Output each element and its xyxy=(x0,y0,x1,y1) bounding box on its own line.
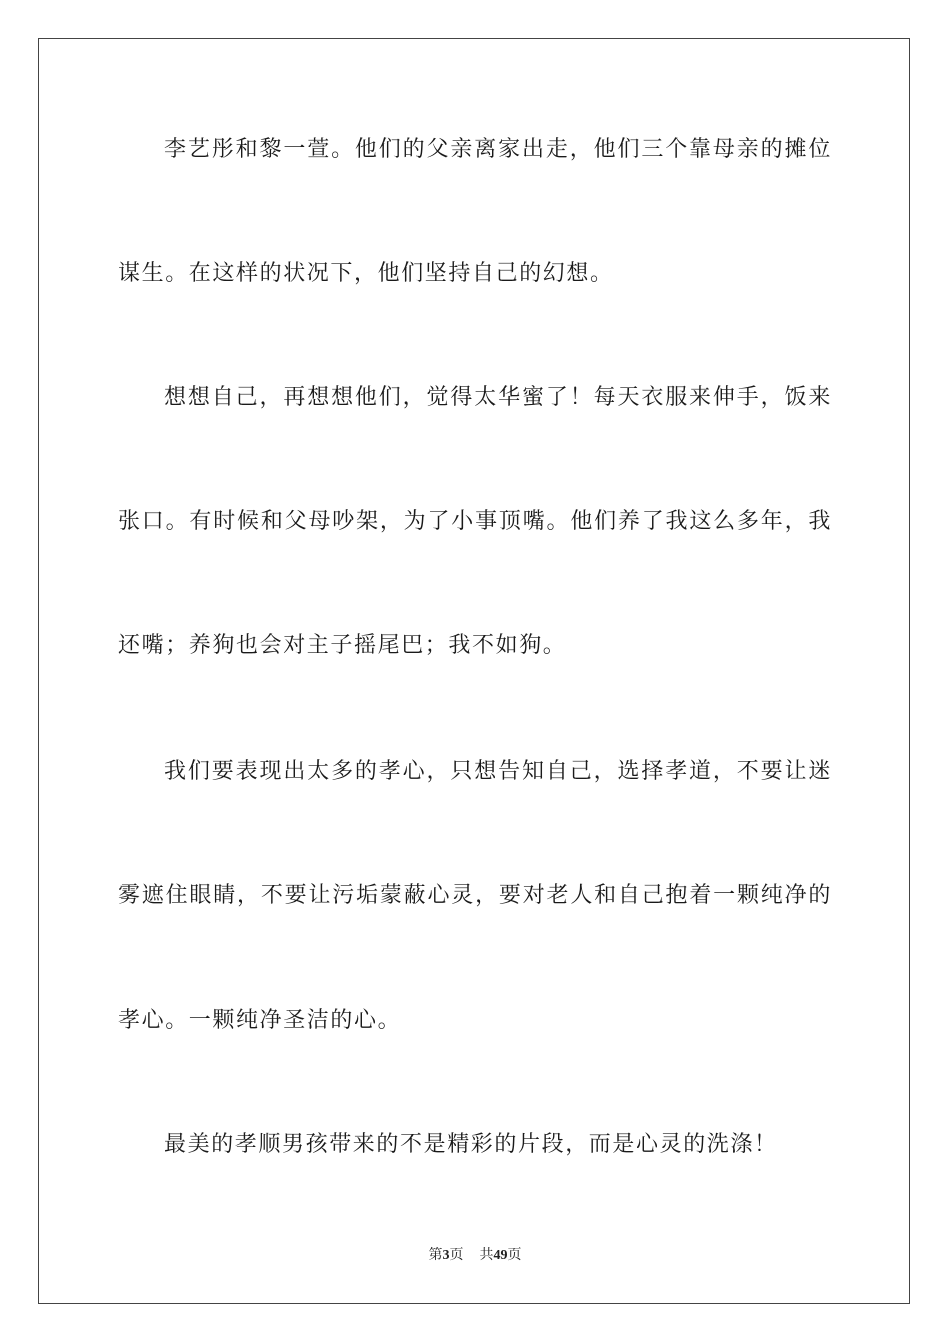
page-prefix: 第 xyxy=(428,1248,443,1263)
paragraph-line: 李艺彤和黎一萱。他们的父亲离家出走，他们三个靠母亲的摊位 xyxy=(164,137,832,162)
paragraph-line: 我们要表现出太多的孝心，只想告知自己，选择孝道，不要让迷 xyxy=(164,759,832,784)
paragraph-line: 张口。有时候和父母吵架，为了小事顶嘴。他们养了我这么多年，我 xyxy=(118,509,832,534)
paragraph-line: 想想自己，再想想他们，觉得太华蜜了！每天衣服来伸手，饭来 xyxy=(164,385,832,410)
page-border xyxy=(38,38,910,1304)
paragraph-line: 雾遮住眼睛，不要让污垢蒙蔽心灵，要对老人和自己抱着一颗纯净的 xyxy=(118,883,832,908)
paragraph-line: 孝心。一颗纯净圣洁的心。 xyxy=(118,1008,402,1033)
total-prefix: 共 xyxy=(479,1248,494,1263)
total-page-count: 49 xyxy=(493,1248,508,1263)
page-footer xyxy=(0,1246,950,1266)
paragraph-line: 谋生。在这样的状况下，他们坚持自己的幻想。 xyxy=(118,261,614,286)
page-suffix: 页 xyxy=(449,1248,464,1263)
total-suffix: 页 xyxy=(507,1248,522,1263)
current-page-number: 3 xyxy=(442,1248,450,1263)
paragraph-line: 最美的孝顺男孩带来的不是精彩的片段，而是心灵的洗涤！ xyxy=(164,1132,778,1157)
paragraph-line: 还嘴；养狗也会对主子摇尾巴；我不如狗。 xyxy=(118,633,567,658)
